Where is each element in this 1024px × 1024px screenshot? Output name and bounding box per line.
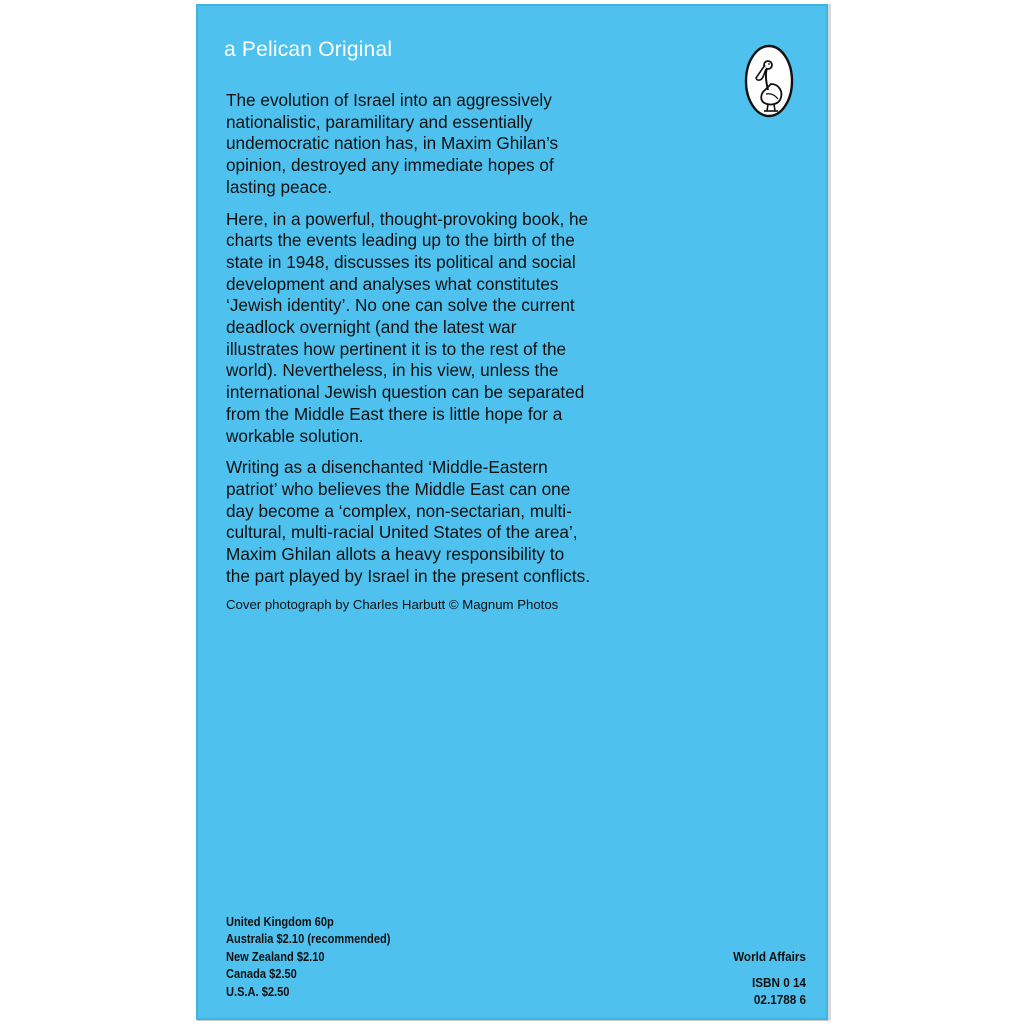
isbn-line: ISBN 0 14 [752, 975, 806, 990]
price-item: United Kingdom 60p [226, 915, 334, 929]
blurb-text [226, 90, 630, 613]
price-item: New Zealand $2.10 [226, 949, 325, 964]
isbn-block [752, 974, 806, 1008]
price-list [226, 914, 390, 1001]
isbn-line: 02.1788 6 [753, 992, 806, 1007]
photo-credit: Cover photograph by Charles Harbutt © Magnum Photos [226, 597, 559, 613]
price-item: Australia $2.10 (recommended) [226, 932, 391, 947]
price-item: Canada $2.50 [226, 967, 297, 982]
blurb-paragraph-2: Here, in a powerful, thought-provoking book, he charts the events leading up to the birth of the state in 1948, discusses its political and social development and analyses what constitutes ‘Jewish identity’. No one can solve the current deadlock overnight (and the latest war illustrates how pertinent it is to the rest of the world). Nevertheless, in his view, unless the international Jewish question can be separated from the Middle East there is little hope for a workable solution. [226, 208, 589, 446]
blurb-paragraph-3: Writing as a disenchanted ‘Middle-Eastern patriot’ who believes the Middle East can one day become a ‘complex, non-sectarian, multi- cultural, multi-racial United States of the area’, Maxim Ghilan allots a heavy responsibility to the part played by Israel in the present conflicts. [226, 457, 591, 586]
pelican-logo-icon [744, 44, 794, 118]
cover-edge [828, 4, 831, 1020]
subject-category: World Affairs [733, 949, 806, 964]
price-item: U.S.A. $2.50 [226, 984, 290, 999]
blurb-paragraph-1: The evolution of Israel into an aggressively nationalistic, paramilitary and essentially undemocratic nation has, in Maxim Ghilan’s opinion, destroyed any immediate hopes of lasting peace. [226, 90, 559, 197]
book-back-cover [196, 4, 828, 1020]
series-tagline: a Pelican Original [224, 38, 393, 61]
